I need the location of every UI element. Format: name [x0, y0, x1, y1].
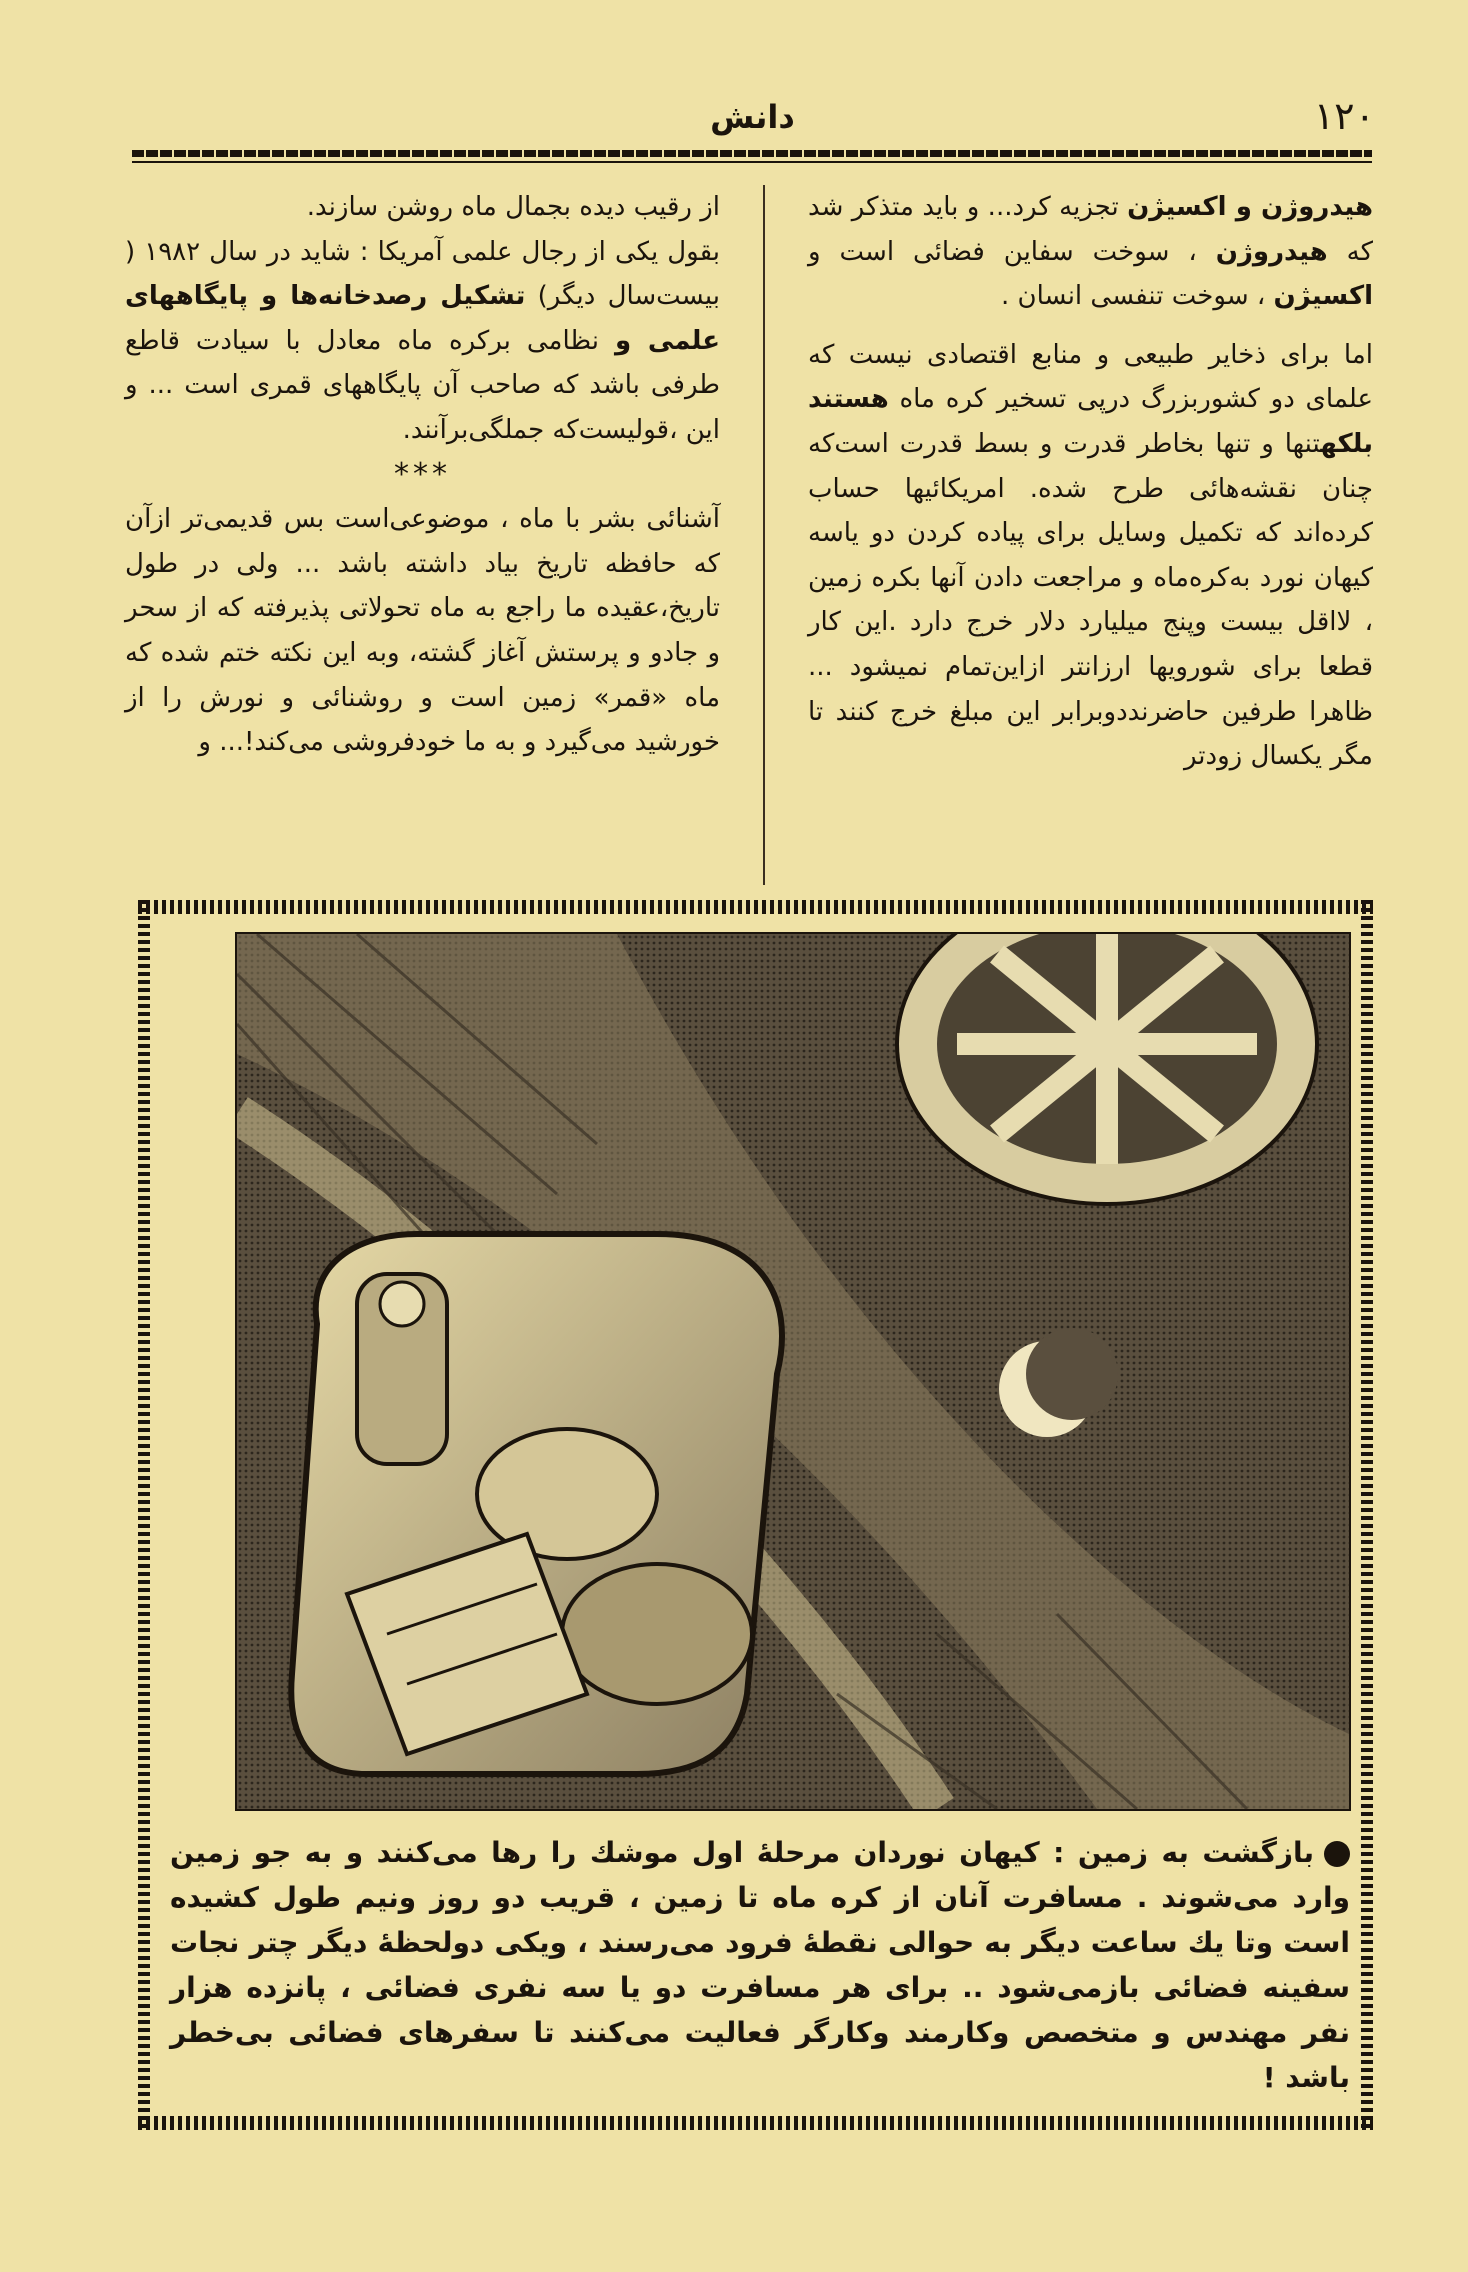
bold-text-run: هیدروژن و اکسیژن: [1127, 192, 1373, 222]
column-divider: [763, 185, 765, 885]
bold-text-run: هستند بلکه: [808, 384, 1373, 459]
paragraph: [125, 185, 720, 230]
bold-text-run: اکسیژن: [1273, 281, 1373, 312]
header-rule-dashed: [132, 150, 1372, 157]
frame-border-left: [138, 900, 150, 2130]
text-run: کیهان نوردان مرحلهٔ اول موشك را رها می‌کنند و به جو زمین وارد می‌شوند . مسافرت آنان از کره ماه تا زمین ، قریب دو روز ونیم طول کشیده است وتا یك ساعت دیگر به حوالی نقطهٔ فرود می‌رسند ، ویکی دولحظهٔ دیگر چتر نجات سفینه فضائی بازمی‌شود .. برای هر مسافرت دو یا سه نفری فضائی ، پانزده هزار نفر مهندس و متخصص وکارمند وکارگر فعالیت می‌کنند تا سفرهای فضائی بی‌خطر باشد !: [170, 1836, 1350, 2094]
paragraph: [125, 230, 720, 453]
right-column: [808, 185, 1373, 779]
text-run: بقول یکی از رجال علمی آمریکا : شاید در سال ۱۹۸۲ ( بیست‌سال دیگر): [125, 236, 720, 312]
paragraph: [808, 185, 1373, 319]
capsule-graphic: [291, 1234, 782, 1774]
bullet-icon: [1324, 1841, 1350, 1867]
bold-text-run: بازگشت به زمین :: [1039, 1836, 1314, 1869]
page-number: ۱۲۰: [1313, 94, 1375, 138]
caption-text: [170, 1836, 1350, 2094]
header-rule: [132, 161, 1372, 163]
frame-border-top: [138, 900, 1373, 914]
bold-text-run: تشکیل رصدخانه‌ها و پایگاههای علمی و: [125, 281, 721, 356]
figure-caption: [170, 1830, 1350, 2100]
text-run: آشنائی بشر با ماه ، موضوعی‌است بس قدیمی‌تر ازآن که حافظه تاریخ بیاد داشته باشد ... ولی در طول تاریخ،عقیده ما راجع به ماه تحولاتی پذیرفته که از سحر و جادو و پرستش آغاز گشته، وبه این نکته ختم شده که ماه «قمر» زمین است و روشنائی و نورش را از خورشید می‌گیرد و به ما خودفروشی می‌کند!... و: [125, 504, 720, 758]
text-run: تجزیه کرد... و باید متذکر شد که: [808, 192, 1373, 267]
text-run: نظامی برکره ماه معادل با سیادت قاطع طرفی باشد که صاحب آن پایگاههای قمری است ... و این ،قولیست‌که جملگی‌برآنند.: [125, 325, 720, 445]
paragraph: [125, 497, 720, 765]
paragraph: [808, 333, 1373, 779]
text-run: اما برای ذخایر طبیعی و منابع اقتصادی نیست که علمای دو کشوربزرگ درپی تسخیر کره ماه: [808, 339, 1373, 415]
page-header: [130, 90, 1375, 150]
text-run: از رقیب دیده بجمال ماه روشن سازند.: [306, 192, 720, 222]
text-run: تنها و تنها بخاطر قدرت و بسط قدرت است‌که چنان نقشه‌هائی طرح شده. امریکائیها حساب کرده‌اند که تکمیل وسایل برای پیاده کردن دو یاسه کیهان نورد به‌کره‌ماه و مراجعت دادن آنها بکره زمین ، لااقل بیست وپنج میلیارد دلار خرج دارد .این کار قطعا برای شورویها ارزانتر ازاین‌تمام نمیشود ... ظاهرا طرفین حاضرنددوبرابر این مبلغ خرج کنند تا مگر یکسال زودتر: [808, 428, 1373, 772]
spacecraft-illustration: [235, 932, 1351, 1811]
bold-text-run: هیدروژن: [1215, 236, 1328, 267]
text-run: ، سوخت سفاین فضائی است و: [808, 236, 1216, 267]
section-break-stars: ***: [394, 456, 451, 492]
left-column: [125, 185, 720, 765]
frame-border-right: [1361, 900, 1373, 2130]
frame-border-bottom: [138, 2116, 1373, 2130]
running-title: دانش: [710, 98, 795, 136]
text-run: ، سوخت تنفسی انسان .: [1000, 281, 1274, 312]
